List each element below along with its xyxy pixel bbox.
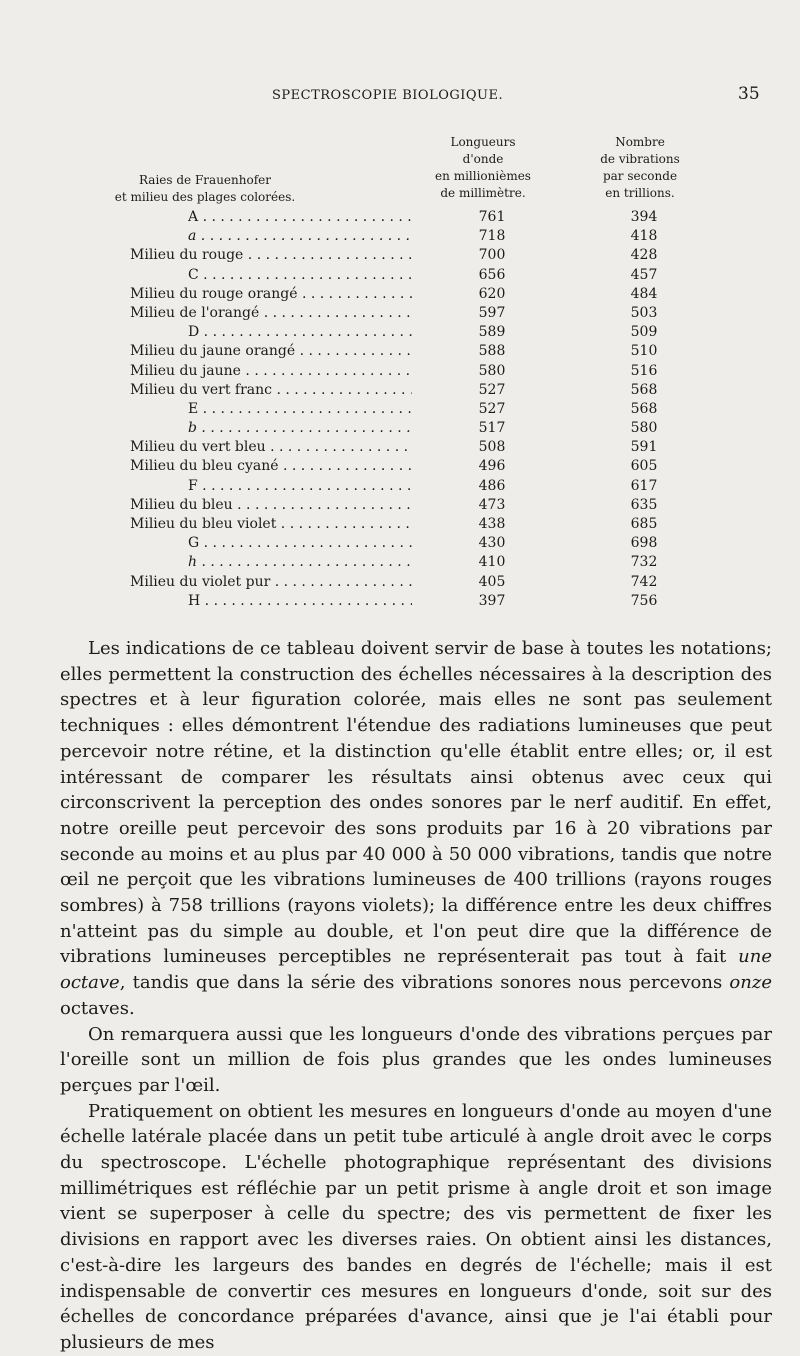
row-wavelength: 527 bbox=[478, 381, 506, 398]
table-row bbox=[100, 342, 720, 361]
row-wavelength: 656 bbox=[478, 266, 506, 283]
row-vibrations: 742 bbox=[630, 573, 658, 590]
running-head: SPECTROSCOPIE BIOLOGIQUE. bbox=[272, 88, 504, 103]
table-row bbox=[100, 592, 720, 611]
row-label: Milieu du jaune orangé . . . bbox=[130, 342, 412, 361]
row-vibrations: 756 bbox=[630, 592, 658, 609]
header-line: par seconde bbox=[602, 169, 678, 183]
paragraph-text: Les indications de ce tableau doivent servir de base à toutes les notations; elles permettent la construction des échelles nécessaires à la description des spectres et à leur figuration colorée, mais elles ne sont pas seulement techniques : elles démontrent l'étendue des radiations lumineuses que peut percevoir notre rétine, et la distinction qu'elle établit entre elles; or, il est intéressant de comparer les résultats ainsi obtenus avec ceux qui circonscrivent la perception des ondes sonores par le nerf auditif. En effet, notre oreille peut percevoir des sons produits par 16 à 20 vibrations par seconde au moins et au plus par 40 000 à 50 000 vibrations, tandis que notre œil ne perçoit que les vibrations lumineuses de 400 trillions (rayons rouges sombres) à 758 trillions (rayons violets); la différence entre les deux chiffres n'atteint pas du simple au double, et l'on peut dire que la différence de vibrations lumineuses perceptibles ne représenterait pas tout à fait bbox=[60, 638, 772, 968]
row-wavelength: 589 bbox=[478, 324, 506, 341]
row-label: Milieu du vert bleu . . . bbox=[130, 438, 412, 457]
table-row bbox=[100, 457, 720, 476]
table-row bbox=[100, 304, 720, 323]
table-row bbox=[100, 381, 720, 400]
paragraph-text: octaves. bbox=[60, 997, 135, 1019]
row-wavelength: 761 bbox=[478, 209, 506, 225]
table-row bbox=[100, 362, 720, 381]
table-row bbox=[100, 573, 720, 592]
header-line: de millimètre. bbox=[440, 186, 526, 200]
table-row bbox=[100, 266, 720, 285]
table-row bbox=[100, 496, 720, 515]
row-wavelength: 700 bbox=[478, 247, 506, 264]
header-line: d'onde bbox=[462, 152, 504, 166]
paragraph-text: Pratiquement on obtient les mesures en longueurs d'onde au moyen d'une échelle latérale placée dans un petit tube articulé à angle droit avec le corps du spectroscope. L'échelle photographique représentant des divisions millimétriques est réfléchie par un petit prisme à angle droit et son image vient se superposer à celle du spectre; des vis permettent de fixer les divisions en rapport avec les diverses raies. On obtient ainsi les distances, c'est-à-dire les largeurs des bandes en degrés de l'échelle; mais il est indispensable de convertir ces mesures en longueurs d'onde, soit sur des échelles de concordance préparées d'avance, ainsi que je l'ai établi pour plusieurs de mes bbox=[60, 1100, 772, 1353]
paragraph bbox=[60, 1099, 772, 1356]
row-label: E . . . bbox=[188, 400, 412, 419]
row-wavelength: 438 bbox=[478, 516, 506, 532]
row-label: Milieu du bleu . . . bbox=[130, 496, 412, 515]
row-label: Milieu du rouge . . . bbox=[130, 246, 412, 265]
row-vibrations: 685 bbox=[630, 516, 658, 532]
table-row bbox=[100, 438, 720, 457]
row-wavelength: 527 bbox=[478, 400, 506, 417]
body-text bbox=[60, 636, 772, 1356]
paragraph bbox=[60, 636, 772, 1022]
row-wavelength: 517 bbox=[478, 420, 506, 437]
row-label: Milieu du jaune . . . bbox=[130, 362, 412, 381]
header-line: de vibrations bbox=[600, 152, 680, 166]
table-row bbox=[100, 419, 720, 438]
header-line: et milieu des plages colorées. bbox=[114, 190, 296, 204]
spectrum-table bbox=[100, 128, 720, 618]
table-row bbox=[100, 477, 720, 496]
row-vibrations: 418 bbox=[630, 228, 658, 245]
header-line: Nombre bbox=[615, 135, 665, 149]
table-body bbox=[100, 208, 720, 611]
column-header-vibrations bbox=[580, 134, 700, 202]
row-label: A . . . bbox=[188, 208, 412, 227]
header-line: en trillions. bbox=[605, 186, 675, 200]
table-row bbox=[100, 515, 720, 534]
row-label: Milieu du bleu cyané . . . bbox=[130, 457, 412, 476]
row-vibrations: 732 bbox=[630, 554, 658, 571]
row-vibrations: 591 bbox=[630, 439, 658, 456]
row-vibrations: 503 bbox=[630, 304, 658, 321]
row-label: G . . . bbox=[188, 534, 412, 553]
table-row bbox=[100, 553, 720, 572]
table-row bbox=[100, 323, 720, 342]
row-vibrations: 568 bbox=[630, 400, 658, 417]
row-label: a . . . bbox=[188, 227, 412, 246]
row-vibrations: 510 bbox=[630, 343, 658, 360]
row-label: H . . . bbox=[188, 592, 412, 611]
row-vibrations: 698 bbox=[630, 535, 658, 552]
row-wavelength: 405 bbox=[478, 573, 506, 590]
row-wavelength: 508 bbox=[478, 439, 506, 456]
row-vibrations: 457 bbox=[630, 266, 658, 283]
row-vibrations: 580 bbox=[630, 420, 658, 437]
row-label: Milieu du vert franc . . . bbox=[130, 381, 412, 400]
row-vibrations: 509 bbox=[630, 324, 658, 341]
column-header-wavelength bbox=[418, 134, 548, 202]
row-vibrations: 635 bbox=[630, 496, 658, 513]
row-wavelength: 580 bbox=[478, 362, 506, 379]
row-wavelength: 496 bbox=[478, 458, 506, 475]
paragraph bbox=[60, 1022, 772, 1099]
header-line: Raies de Frauenhofer bbox=[139, 173, 271, 187]
paragraph-text: , tandis que dans la série des vibrations sonores nous percevons bbox=[119, 972, 730, 994]
row-label: D . . . bbox=[188, 323, 412, 342]
row-vibrations: 617 bbox=[630, 477, 658, 494]
row-label: F . . . bbox=[188, 477, 412, 496]
row-wavelength: 397 bbox=[478, 592, 506, 609]
row-wavelength: 410 bbox=[478, 554, 506, 571]
table-row bbox=[100, 534, 720, 553]
header-line: Longueurs bbox=[450, 135, 516, 149]
italic-text: onze bbox=[729, 972, 772, 994]
table-row bbox=[100, 227, 720, 246]
row-label: b . . . bbox=[188, 419, 412, 438]
row-wavelength: 473 bbox=[478, 496, 506, 513]
row-label: Milieu du rouge orangé . . . bbox=[130, 285, 412, 304]
row-wavelength: 718 bbox=[478, 228, 506, 245]
row-vibrations: 394 bbox=[630, 209, 658, 225]
row-wavelength: 430 bbox=[478, 535, 506, 552]
row-vibrations: 568 bbox=[630, 381, 658, 398]
row-wavelength: 588 bbox=[478, 343, 506, 360]
column-header-raies bbox=[100, 172, 310, 206]
row-label: Milieu de l'orangé . . . bbox=[130, 304, 412, 323]
row-vibrations: 516 bbox=[630, 362, 658, 379]
page-number: 35 bbox=[738, 84, 760, 104]
table-row bbox=[100, 400, 720, 419]
row-wavelength: 620 bbox=[478, 285, 506, 302]
row-label: Milieu du bleu violet . . . bbox=[130, 515, 412, 534]
row-wavelength: 597 bbox=[478, 304, 506, 321]
row-label: Milieu du violet pur . . . bbox=[130, 573, 412, 592]
row-wavelength: 486 bbox=[478, 477, 506, 494]
row-vibrations: 484 bbox=[630, 285, 658, 302]
table-row bbox=[100, 285, 720, 304]
italic-text: une octave bbox=[60, 946, 772, 994]
paragraph-text: On remarquera aussi que les longueurs d'onde des vibrations perçues par l'oreille sont un million de fois plus grandes que les ondes lumineuses perçues par l'œil. bbox=[60, 1023, 772, 1096]
table-row bbox=[100, 246, 720, 265]
row-vibrations: 428 bbox=[630, 247, 658, 264]
row-label: h . . . bbox=[188, 553, 412, 572]
header-line: en millionièmes bbox=[435, 169, 531, 183]
row-label: C . . . bbox=[188, 266, 412, 285]
table-row bbox=[100, 208, 720, 227]
row-vibrations: 605 bbox=[630, 458, 658, 475]
